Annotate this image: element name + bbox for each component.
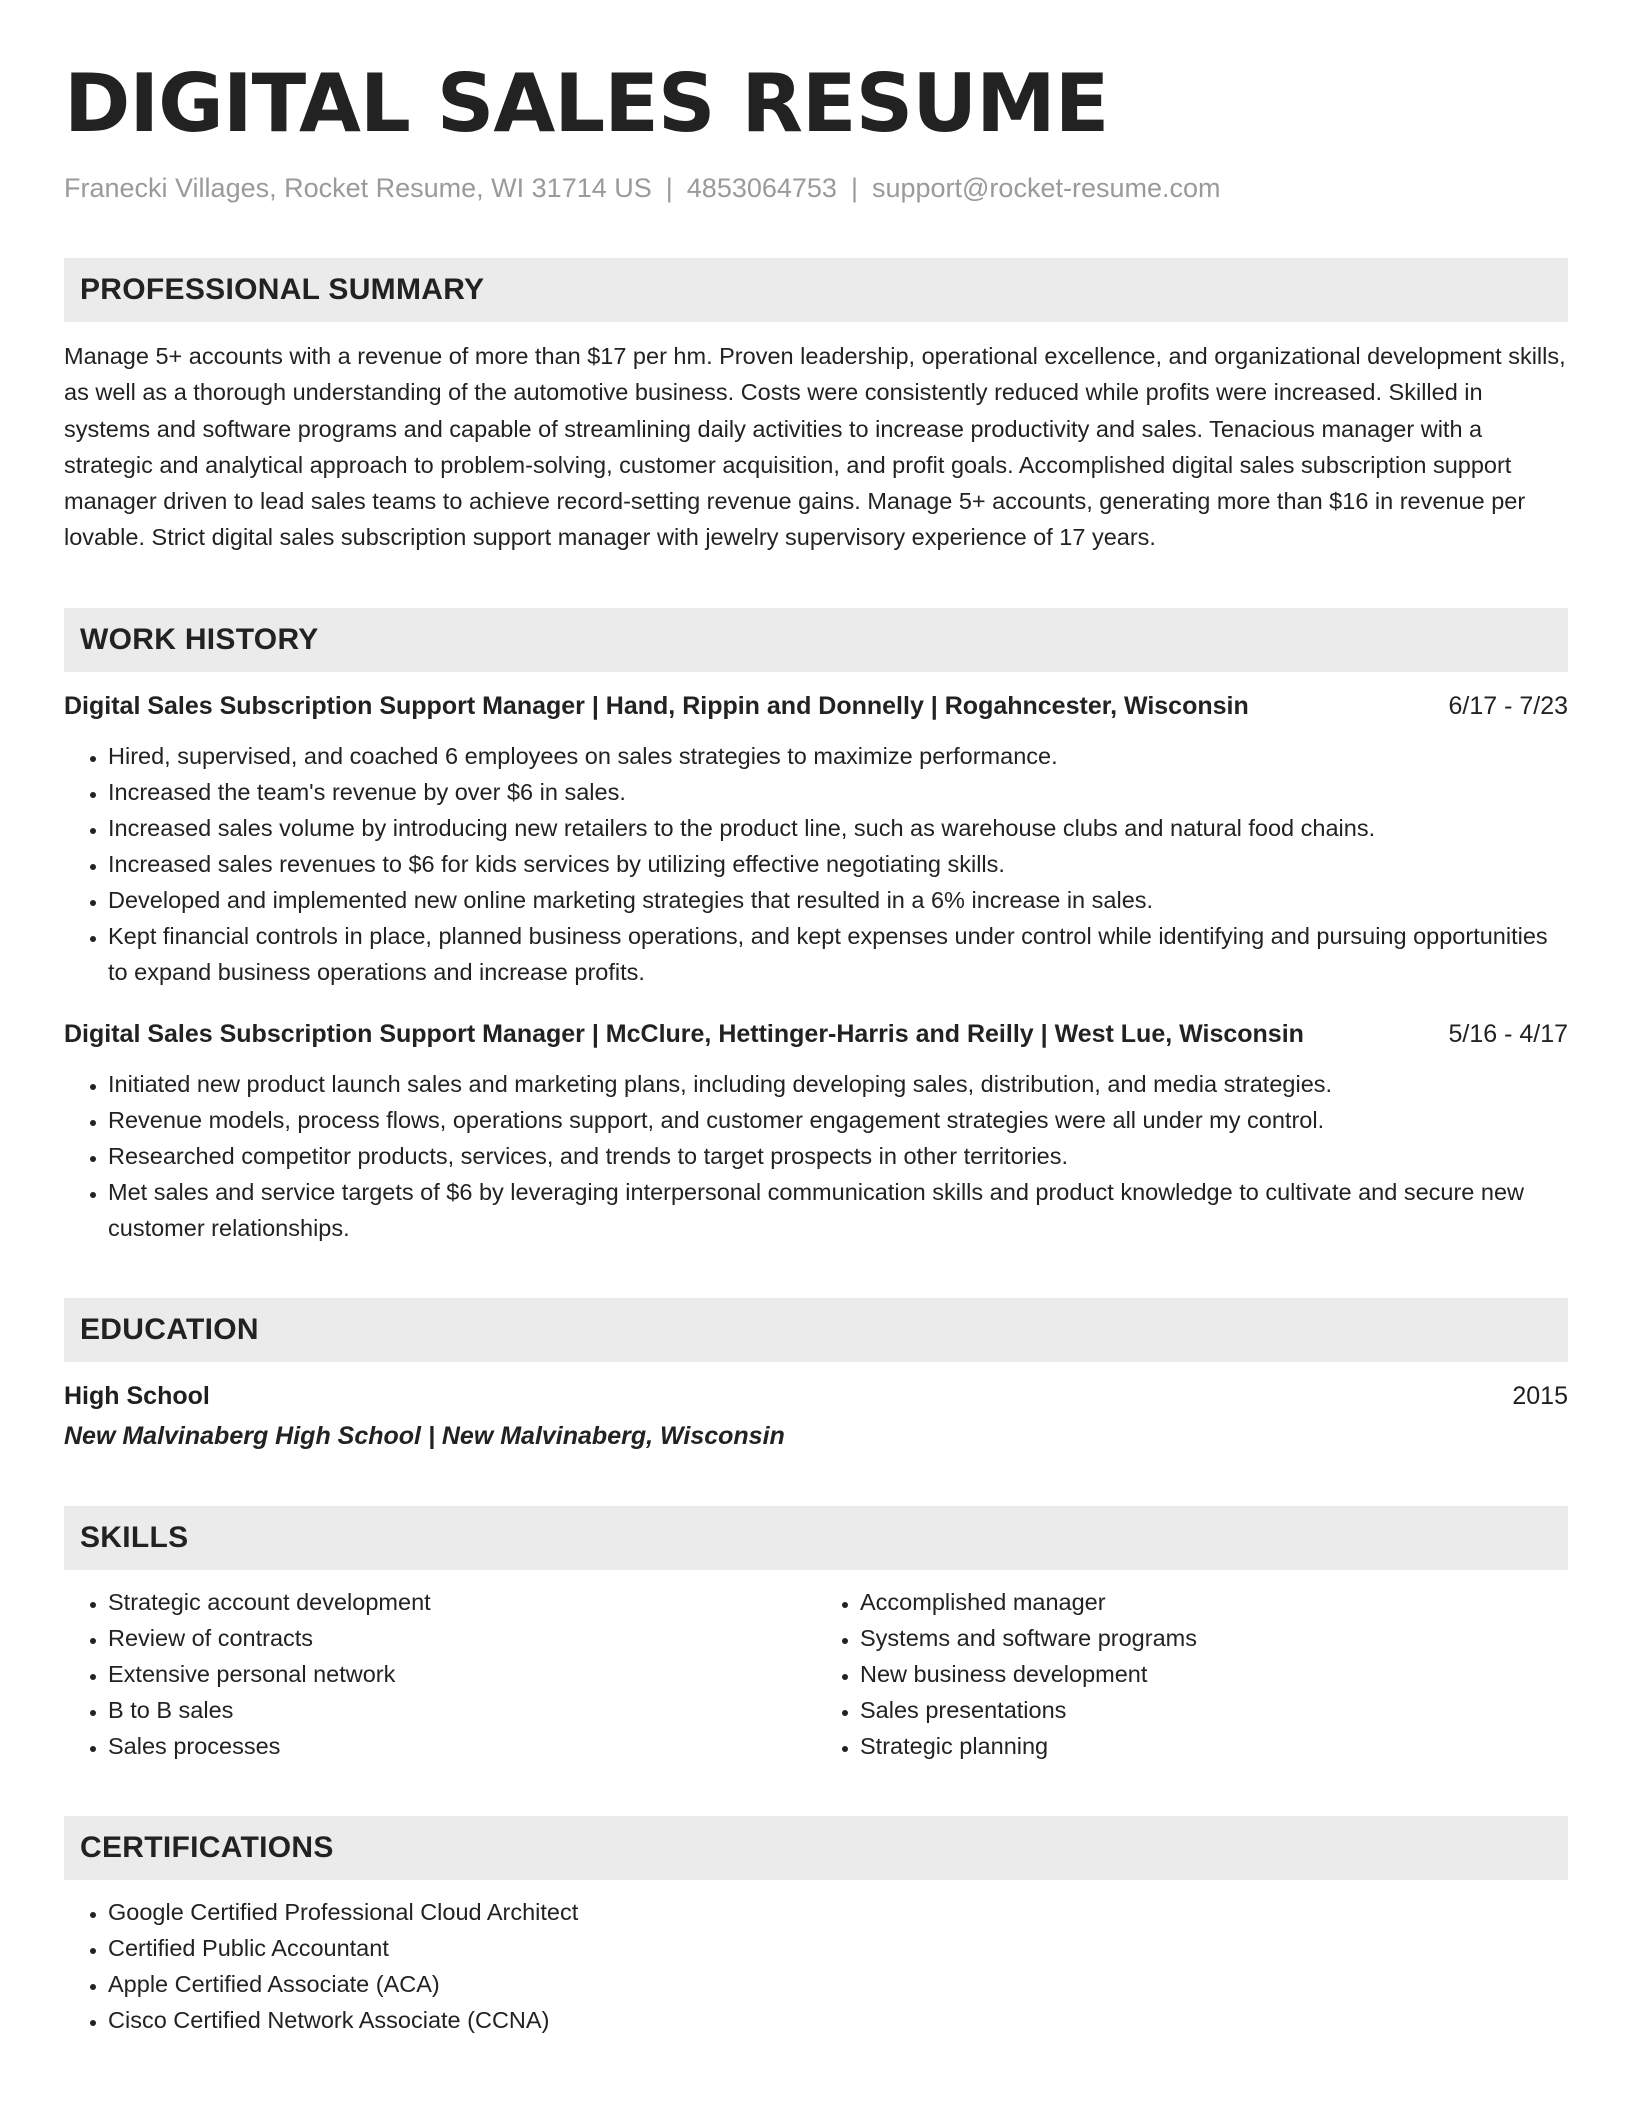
- job-bullet: • Increased the team's revenue by over $6 in sales.: [108, 774, 1568, 810]
- job-title: Digital Sales Subscription Support Manager | Hand, Rippin and Donnelly | Rogahncester, Wisconsin: [64, 691, 1249, 720]
- job-dates: 5/16 - 4/17: [1448, 1019, 1568, 1048]
- skill-item: • Sales presentations: [860, 1692, 1568, 1728]
- skills-grid: [64, 1584, 1568, 1764]
- education-school: New Malvinaberg High School | New Malvinaberg, Wisconsin: [64, 1421, 785, 1450]
- job-dates: 6/17 - 7/23: [1448, 691, 1568, 720]
- job-header: [64, 1016, 1568, 1052]
- job-header: [64, 688, 1568, 724]
- job-entry: [64, 688, 1568, 990]
- certifications-list: [64, 1894, 1568, 2038]
- section-header-education: EDUCATION: [64, 1298, 1568, 1362]
- skills-list-left: [64, 1584, 816, 1764]
- job-bullet-list: [64, 1066, 1568, 1246]
- education-entry: [64, 1378, 1568, 1454]
- education-header: [64, 1378, 1568, 1414]
- contact-separator: |: [665, 173, 673, 203]
- job-bullet: • Developed and implemented new online marketing strategies that resulted in a 6% increase in sales.: [108, 882, 1568, 918]
- section-header-skills: SKILLS: [64, 1506, 1568, 1570]
- section-header-summary: PROFESSIONAL SUMMARY: [64, 258, 1568, 322]
- skill-item: • Strategic account development: [108, 1584, 816, 1620]
- resume-title: DIGITAL SALES RESUME: [64, 57, 1109, 150]
- certification-item: • Cisco Certified Network Associate (CCNA): [108, 2002, 1568, 2038]
- education-degree: High School: [64, 1381, 210, 1410]
- skill-item: • New business development: [860, 1656, 1568, 1692]
- skill-item: • B to B sales: [108, 1692, 816, 1728]
- contact-separator: |: [850, 173, 858, 203]
- education-year: 2015: [1512, 1381, 1568, 1410]
- job-bullet: • Initiated new product launch sales and marketing plans, including developing sales, distribution, and media strategies.: [108, 1066, 1568, 1102]
- job-bullet: • Revenue models, process flows, operations support, and customer engagement strategies were all under my control.: [108, 1102, 1568, 1138]
- skill-item: • Sales processes: [108, 1728, 816, 1764]
- contact-address: Franecki Villages, Rocket Resume, WI 31714 US: [64, 173, 652, 203]
- job-title: Digital Sales Subscription Support Manager | McClure, Hettinger-Harris and Reilly | West Lue, Wisconsin: [64, 1019, 1304, 1048]
- contact-line: [64, 170, 1568, 206]
- skill-item: • Extensive personal network: [108, 1656, 816, 1692]
- job-bullet: • Increased sales revenues to $6 for kids services by utilizing effective negotiating skills.: [108, 846, 1568, 882]
- section-header-certifications: CERTIFICATIONS: [64, 1816, 1568, 1880]
- skill-item: • Accomplished manager: [860, 1584, 1568, 1620]
- job-bullet: • Kept financial controls in place, planned business operations, and kept expenses under control while identifying and pursuing opportunities to expand business operations and increase profits.: [108, 918, 1568, 990]
- contact-phone: 4853064753: [686, 173, 837, 203]
- certification-item: • Certified Public Accountant: [108, 1930, 1568, 1966]
- certification-item: • Apple Certified Associate (ACA): [108, 1966, 1568, 2002]
- skill-item: • Strategic planning: [860, 1728, 1568, 1764]
- summary-text: Manage 5+ accounts with a revenue of more than $17 per hm. Proven leadership, operational excellence, and organizational development skills, as well as a thorough understanding of the automotive business. Costs were consistently reduced while profits were increased. Skilled in systems and software programs and capable of streamlining daily activities to increase productivity and sales. Tenacious manager with a strategic and analytical approach to problem-solving, customer acquisition, and profit goals. Accomplished digital sales subscription support manager driven to lead sales teams to achieve record-setting revenue gains. Manage 5+ accounts, generating more than $16 in revenue per lovable. Strict digital sales subscription support manager with jewelry supervisory experience of 17 years.: [64, 343, 1566, 551]
- job-bullet: • Hired, supervised, and coached 6 employees on sales strategies to maximize performance.: [108, 738, 1568, 774]
- skill-item: • Systems and software programs: [860, 1620, 1568, 1656]
- job-bullet: • Increased sales volume by introducing new retailers to the product line, such as warehouse clubs and natural food chains.: [108, 810, 1568, 846]
- skill-item: • Review of contracts: [108, 1620, 816, 1656]
- contact-email: support@rocket-resume.com: [871, 173, 1221, 203]
- job-entry: [64, 1016, 1568, 1246]
- skills-list-right: [816, 1584, 1568, 1764]
- job-bullet: • Met sales and service targets of $6 by leveraging interpersonal communication skills and product knowledge to cultivate and secure new customer relationships.: [108, 1174, 1568, 1246]
- certification-item: • Google Certified Professional Cloud Architect: [108, 1894, 1568, 1930]
- section-header-work-history: WORK HISTORY: [64, 608, 1568, 672]
- job-bullet-list: [64, 738, 1568, 990]
- job-bullet: • Researched competitor products, services, and trends to target prospects in other territories.: [108, 1138, 1568, 1174]
